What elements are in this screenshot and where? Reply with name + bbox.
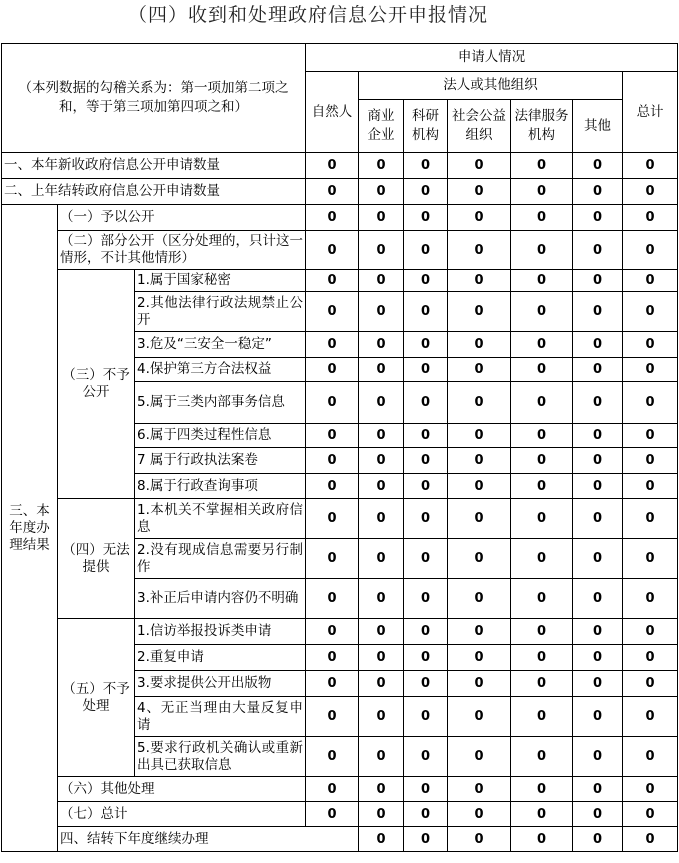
- value-cell: 0: [404, 332, 448, 358]
- value-cell: 0: [404, 231, 448, 270]
- value-cell: 0: [448, 579, 511, 619]
- table-row: [2, 270, 678, 292]
- value-cell: 0: [511, 332, 573, 358]
- header-note: （本列数据的勾稽关系为：第一项加第二项之和，等于第三项加第四项之和）: [2, 44, 306, 153]
- value-cell: 0: [511, 671, 573, 697]
- value-cell: 0: [359, 777, 404, 802]
- value-cell: 0: [306, 645, 359, 671]
- value-cell: 0: [623, 539, 678, 579]
- value-cell: 0: [404, 382, 448, 424]
- value-cell: 0: [573, 382, 623, 424]
- table-row: [2, 179, 678, 205]
- table-row: [2, 231, 678, 270]
- value-cell: 0: [511, 179, 573, 205]
- value-cell: 0: [448, 179, 511, 205]
- value-cell: 0: [573, 292, 623, 332]
- value-cell: 0: [448, 358, 511, 382]
- value-cell: 0: [623, 231, 678, 270]
- item-label: 7 属于行政执法案卷: [135, 448, 306, 474]
- item-label: 3.补正后申请内容仍不明确: [135, 579, 306, 619]
- value-cell: 0: [404, 645, 448, 671]
- value-cell: 0: [359, 448, 404, 474]
- value-cell: 0: [623, 358, 678, 382]
- header-research: 科研机构: [404, 100, 448, 153]
- value-cell: 0: [623, 802, 678, 827]
- value-cell: 0: [404, 205, 448, 231]
- value-cell: 0: [306, 332, 359, 358]
- value-cell: 0: [306, 737, 359, 777]
- value-cell: 0: [511, 358, 573, 382]
- value-cell: 0: [359, 579, 404, 619]
- table-row: [2, 827, 678, 852]
- value-cell: 0: [511, 424, 573, 448]
- value-cell: 0: [448, 802, 511, 827]
- value-cell: 0: [404, 802, 448, 827]
- value-cell: 0: [573, 448, 623, 474]
- value-cell: 0: [404, 179, 448, 205]
- section-1-label: 一、本年新收政府信息公开申请数量: [2, 153, 306, 179]
- group-5-label: （五）不予处理: [58, 619, 135, 777]
- value-cell: 0: [573, 499, 623, 539]
- value-cell: 0: [404, 270, 448, 292]
- value-cell: 0: [404, 827, 448, 852]
- value-cell: 0: [573, 777, 623, 802]
- section-2-label: 二、上年结转政府信息公开申请数量: [2, 179, 306, 205]
- value-cell: 0: [404, 539, 448, 579]
- value-cell: 0: [306, 424, 359, 448]
- value-cell: 0: [359, 827, 404, 852]
- value-cell: 0: [573, 270, 623, 292]
- value-cell: 0: [511, 153, 573, 179]
- item-label: 1.本机关不掌握相关政府信息: [135, 499, 306, 539]
- value-cell: 0: [511, 539, 573, 579]
- value-cell: 0: [404, 358, 448, 382]
- item-label: 6.属于四类过程性信息: [135, 424, 306, 448]
- value-cell: 0: [359, 332, 404, 358]
- value-cell: 0: [448, 539, 511, 579]
- value-cell: 0: [306, 671, 359, 697]
- value-cell: 0: [359, 358, 404, 382]
- value-cell: 0: [359, 179, 404, 205]
- value-cell: 0: [359, 153, 404, 179]
- value-cell: 0: [404, 474, 448, 499]
- item-label: 3.要求提供公开出版物: [135, 671, 306, 697]
- value-cell: 0: [359, 424, 404, 448]
- group-1-label: （一）予以公开: [58, 205, 306, 231]
- value-cell: 0: [511, 270, 573, 292]
- header-total: 总计: [623, 72, 678, 153]
- value-cell: 0: [404, 777, 448, 802]
- section-3-label: 三、本年度办理结果: [2, 205, 58, 852]
- header-public-welfare: 社会公益组织: [448, 100, 511, 153]
- value-cell: 0: [448, 697, 511, 737]
- value-cell: 0: [511, 382, 573, 424]
- value-cell: 0: [511, 645, 573, 671]
- value-cell: 0: [306, 270, 359, 292]
- value-cell: 0: [306, 231, 359, 270]
- value-cell: 0: [623, 499, 678, 539]
- item-label: 1.属于国家秘密: [135, 270, 306, 292]
- item-label: 5.要求行政机关确认或重新出具已获取信息: [135, 737, 306, 777]
- table-row: [2, 499, 678, 539]
- value-cell: 0: [404, 737, 448, 777]
- value-cell: 0: [359, 737, 404, 777]
- item-label: 3.危及“三安全一稳定”: [135, 332, 306, 358]
- value-cell: 0: [623, 448, 678, 474]
- value-cell: 0: [573, 153, 623, 179]
- value-cell: 0: [573, 424, 623, 448]
- value-cell: 0: [306, 777, 359, 802]
- item-label: 1.信访举报投诉类申请: [135, 619, 306, 645]
- value-cell: 0: [306, 539, 359, 579]
- value-cell: 0: [448, 448, 511, 474]
- value-cell: 0: [573, 671, 623, 697]
- value-cell: 0: [359, 231, 404, 270]
- value-cell: 0: [359, 499, 404, 539]
- value-cell: 0: [623, 579, 678, 619]
- value-cell: 0: [511, 499, 573, 539]
- value-cell: 0: [573, 231, 623, 270]
- value-cell: 0: [623, 292, 678, 332]
- value-cell: 0: [448, 671, 511, 697]
- value-cell: 0: [623, 179, 678, 205]
- value-cell: 0: [306, 802, 359, 827]
- value-cell: 0: [359, 671, 404, 697]
- value-cell: 0: [448, 292, 511, 332]
- value-cell: 0: [573, 827, 623, 852]
- value-cell: 0: [306, 358, 359, 382]
- value-cell: 0: [511, 737, 573, 777]
- value-cell: 0: [359, 697, 404, 737]
- header-natural-person: 自然人: [306, 72, 359, 153]
- value-cell: 0: [573, 358, 623, 382]
- value-cell: 0: [448, 777, 511, 802]
- value-cell: 0: [359, 292, 404, 332]
- value-cell: 0: [404, 153, 448, 179]
- value-cell: 0: [359, 619, 404, 645]
- value-cell: 0: [623, 153, 678, 179]
- value-cell: 0: [306, 153, 359, 179]
- table-row: [2, 802, 678, 827]
- value-cell: 0: [306, 579, 359, 619]
- value-cell: 0: [448, 332, 511, 358]
- value-cell: 0: [448, 424, 511, 448]
- group-6-label: （六）其他处理: [58, 777, 306, 802]
- value-cell: 0: [623, 474, 678, 499]
- value-cell: 0: [573, 737, 623, 777]
- value-cell: 0: [306, 619, 359, 645]
- group-7-label: （七）总计: [58, 802, 306, 827]
- value-cell: 0: [306, 205, 359, 231]
- value-cell: 0: [573, 619, 623, 645]
- value-cell: 0: [623, 424, 678, 448]
- value-cell: 0: [623, 737, 678, 777]
- item-label: 4、无正当理由大量反复申请: [135, 697, 306, 737]
- value-cell: 0: [573, 802, 623, 827]
- value-cell: 0: [359, 539, 404, 579]
- value-cell: 0: [404, 292, 448, 332]
- value-cell: 0: [359, 205, 404, 231]
- item-label: 2.重复申请: [135, 645, 306, 671]
- value-cell: 0: [623, 205, 678, 231]
- header-legal-service: 法律服务机构: [511, 100, 573, 153]
- value-cell: 0: [306, 448, 359, 474]
- value-cell: 0: [573, 332, 623, 358]
- value-cell: 0: [448, 474, 511, 499]
- table-row: [2, 205, 678, 231]
- value-cell: 0: [359, 802, 404, 827]
- group-2-label: （二）部分公开（区分处理的，只计这一情形，不计其他情形）: [58, 231, 306, 270]
- value-cell: 0: [573, 474, 623, 499]
- value-cell: 0: [511, 448, 573, 474]
- value-cell: 0: [623, 270, 678, 292]
- value-cell: 0: [511, 802, 573, 827]
- value-cell: 0: [404, 697, 448, 737]
- value-cell: 0: [359, 645, 404, 671]
- value-cell: 0: [306, 499, 359, 539]
- value-cell: 0: [448, 737, 511, 777]
- value-cell: 0: [448, 382, 511, 424]
- header-commercial: 商业企业: [359, 100, 404, 153]
- value-cell: 0: [511, 205, 573, 231]
- item-label: 4.保护第三方合法权益: [135, 358, 306, 382]
- value-cell: 0: [404, 579, 448, 619]
- value-cell: 0: [306, 292, 359, 332]
- value-cell: 0: [404, 448, 448, 474]
- value-cell: 0: [573, 645, 623, 671]
- item-label: 2.没有现成信息需要另行制作: [135, 539, 306, 579]
- value-cell: 0: [511, 579, 573, 619]
- value-cell: 0: [623, 671, 678, 697]
- header-applicant-situation: 申请人情况: [306, 44, 678, 72]
- value-cell: 0: [448, 827, 511, 852]
- value-cell: 0: [511, 619, 573, 645]
- value-cell: 0: [511, 292, 573, 332]
- value-cell: 0: [623, 645, 678, 671]
- group-3-label: （三）不予公开: [58, 270, 135, 499]
- value-cell: 0: [359, 382, 404, 424]
- value-cell: 0: [306, 382, 359, 424]
- value-cell: 0: [448, 205, 511, 231]
- value-cell: 0: [359, 474, 404, 499]
- disclosure-table: [1, 43, 678, 852]
- value-cell: 0: [448, 270, 511, 292]
- table-row: [2, 153, 678, 179]
- value-cell: 0: [511, 231, 573, 270]
- page-title: （四）收到和处理政府信息公开申报情况: [128, 4, 489, 26]
- value-cell: 0: [623, 827, 678, 852]
- value-cell: 0: [573, 579, 623, 619]
- value-cell: 0: [448, 231, 511, 270]
- value-cell: 0: [623, 382, 678, 424]
- value-cell: 0: [623, 619, 678, 645]
- value-cell: 0: [511, 474, 573, 499]
- value-cell: 0: [404, 619, 448, 645]
- value-cell: 0: [448, 153, 511, 179]
- value-cell: 0: [623, 777, 678, 802]
- value-cell: 0: [404, 499, 448, 539]
- value-cell: 0: [511, 697, 573, 737]
- value-cell: 0: [623, 332, 678, 358]
- value-cell: 0: [573, 179, 623, 205]
- item-label: 2.其他法律行政法规禁止公开: [135, 292, 306, 332]
- value-cell: 0: [511, 777, 573, 802]
- value-cell: 0: [623, 697, 678, 737]
- value-cell: 0: [448, 499, 511, 539]
- value-cell: 0: [573, 539, 623, 579]
- value-cell: 0: [448, 645, 511, 671]
- value-cell: 0: [359, 270, 404, 292]
- value-cell: 0: [404, 671, 448, 697]
- value-cell: 0: [306, 697, 359, 737]
- item-label: 5.属于三类内部事务信息: [135, 382, 306, 424]
- section-4-label: 四、结转下年度继续办理: [58, 827, 359, 852]
- value-cell: 0: [448, 619, 511, 645]
- value-cell: 0: [511, 827, 573, 852]
- value-cell: 0: [306, 179, 359, 205]
- item-label: 8.属于行政查询事项: [135, 474, 306, 499]
- table-row: [2, 619, 678, 645]
- value-cell: 0: [306, 474, 359, 499]
- value-cell: 0: [404, 424, 448, 448]
- value-cell: 0: [573, 697, 623, 737]
- group-4-label: （四）无法提供: [58, 499, 135, 619]
- table-row: [2, 777, 678, 802]
- value-cell: 0: [573, 205, 623, 231]
- header-legal-person-group: 法人或其他组织: [359, 72, 623, 100]
- header-other: 其他: [573, 100, 623, 153]
